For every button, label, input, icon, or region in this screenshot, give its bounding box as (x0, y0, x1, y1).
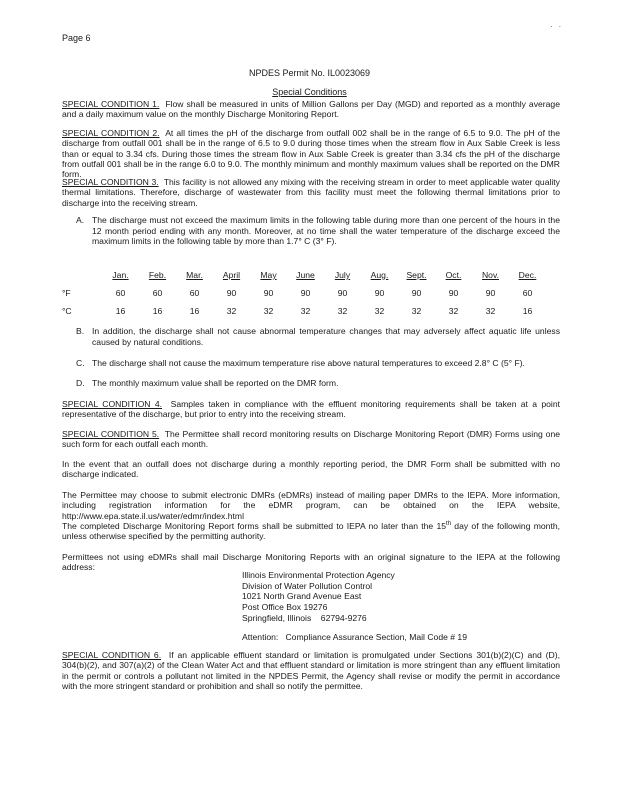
table-header-row (62, 266, 546, 284)
thermal-limits-table (62, 266, 546, 320)
condition-5-paragraph-4: Permittees not using eDMRs shall mail Discharge Monitoring Reports with an original signature to the IEPA at the following address: (62, 552, 560, 573)
row-label: °C (62, 305, 72, 316)
condition-5-label: SPECIAL CONDITION 5. (62, 429, 160, 439)
table-cell: 32 (374, 305, 385, 316)
table-cell: 60 (152, 287, 163, 298)
table-cell: 60 (115, 287, 126, 298)
special-condition-6 (62, 650, 560, 691)
condition-3-text: This facility is not allowed any mixing with the receiving stream in order to meet applicable water quality thermal limitations. Therefore, discharge of wastewater from this facility must meet the following thermal limitations prior to discharge into the receiving stream. (62, 177, 560, 208)
corner-mark: . . (550, 20, 563, 29)
item-label: B. (76, 326, 85, 336)
address-line: Springfield, Illinois 62794-9276 (242, 612, 367, 623)
item-text: The discharge must not exceed the maximum limits in the following table during more than one percent of the hours in the 12 month period ending with any month. Moreover, at no time shall the water temperature of the discharge exceed the maximum limits in the following table by more than 1.7° C (3° F). (92, 215, 560, 246)
table-cell: 16 (152, 305, 163, 316)
table-cell: 90 (411, 287, 422, 298)
special-condition-5 (62, 429, 560, 450)
condition-6-label: SPECIAL CONDITION 6. (62, 650, 162, 660)
month-header: Nov. (481, 269, 500, 280)
table-corner (62, 266, 102, 284)
table-cell: 32 (300, 305, 311, 316)
condition-5-paragraph-2: The Permittee may choose to submit electronic DMRs (eDMRs) instead of mailing paper DMRs to the IEPA. More information, including registration information for the eDMR program, can be obtained on the IEPA website, http://www.epa.state.il.us/water/edmr/index.html (62, 490, 560, 521)
condition-4-label: SPECIAL CONDITION 4. (62, 399, 162, 409)
month-header: Dec. (518, 269, 537, 280)
condition-2-label: SPECIAL CONDITION 2. (62, 128, 160, 138)
address-line: Illinois Environmental Protection Agency (242, 570, 395, 580)
condition-5-paragraph-3 (62, 521, 560, 542)
item-text: In addition, the discharge shall not cause abnormal temperature changes that may adversely affect aquatic life unless caused by natural conditions. (92, 326, 560, 347)
month-header: Mar. (186, 269, 203, 280)
address-line: 1021 North Grand Avenue East (242, 591, 362, 602)
mailing-address (242, 570, 395, 624)
page-number: Page 6 (62, 33, 91, 43)
item-label: D. (76, 378, 85, 388)
condition-5-paragraph-1: In the event that an outfall does not discharge during a monthly reporting period, the DMR Form shall be submitted with no discharge indicated. (62, 459, 560, 480)
condition-3-item-d (76, 378, 560, 389)
condition-3-label: SPECIAL CONDITION 3. (62, 177, 159, 187)
paragraph-3-start: The completed Discharge Monitoring Report forms shall be submitted to IEPA no later than the 15 (62, 521, 447, 531)
table-cell: 32 (263, 305, 274, 316)
paragraph-3-end: day of the following month, unless otherwise specified by the permitting authority. (62, 521, 561, 542)
table-cell: 90 (374, 287, 385, 298)
address-line: Post Office Box 19276 (242, 602, 328, 613)
special-condition-3 (62, 177, 560, 208)
attention-line: Attention: Compliance Assurance Section, Mail Code # 19 (242, 632, 467, 642)
table-cell: 32 (226, 305, 237, 316)
condition-6-text: If an applicable effluent standard or limitation is promulgated under Sections 301(b)(2)(C) and (D), 304(b)(2), and 307(a)(2) of the Clean Water Act and that effluent standard or limitation is more stringent than any effluent limitation in the permit or controls a pollutant not limited in the NPDES Permit, the Agency shall revise or modify the permit in accordance with the more stringent standard or prohibition and shall so notify the permittee. (62, 650, 560, 691)
table-cell: 32 (337, 305, 348, 316)
table-cell: 32 (485, 305, 496, 316)
table-cell: 16 (115, 305, 126, 316)
ordinal-suffix: th (446, 521, 452, 528)
table-cell: 60 (522, 287, 533, 298)
condition-3-item-c (76, 358, 560, 369)
month-header: Feb. (148, 269, 167, 280)
condition-1-label: SPECIAL CONDITION 1. (62, 99, 160, 109)
month-header: Jan. (112, 269, 129, 280)
condition-2-text: At all times the pH of the discharge from outfall 002 shall be in the range of 6.5 to 9.0. The pH of the discharge from outfall 001 shall be in the range of 6.5 to 9.0 during those times when the stream flow in Aux Sable Creek is less than or equal to 3.34 cfs. During those times the stream flow in Aux Sable Creek is greater than 3.34 cfs the pH of the discharge from outfall 001 shall be in the range 6.0 to 9.0. The monthly minimum and monthly maximum values shall be reported on the DMR form. (62, 128, 560, 180)
table-cell: 32 (448, 305, 459, 316)
table-row (62, 302, 546, 320)
address-line: Division of Water Pollution Control (242, 580, 373, 591)
table-cell: 90 (300, 287, 311, 298)
table-cell: 90 (448, 287, 459, 298)
table-cell: 90 (485, 287, 496, 298)
row-label: °F (62, 287, 71, 298)
special-condition-2 (62, 128, 560, 180)
month-header: Oct. (445, 269, 462, 280)
item-text: The monthly maximum value shall be reported on the DMR form. (92, 378, 339, 389)
table-cell: 90 (263, 287, 274, 298)
month-header: June (296, 269, 315, 280)
condition-5-text: The Permittee shall record monitoring results on Discharge Monitoring Report (DMR) Forms using one such form for each outfall each month. (62, 429, 560, 450)
permit-number: NPDES Permit No. IL0023069 (248, 68, 371, 78)
table-cell: 16 (522, 305, 533, 316)
condition-1-text: Flow shall be measured in units of Million Gallons per Day (MGD) and reported as a monthly average and a daily maximum value on the monthly Discharge Monitoring Report. (62, 99, 560, 120)
table-cell: 90 (226, 287, 237, 298)
month-header: April (222, 269, 241, 280)
special-condition-1 (62, 99, 560, 120)
table-cell: 16 (189, 305, 200, 316)
month-header: May (260, 269, 277, 280)
condition-4-text: Samples taken in compliance with the effluent monitoring requirements shall be taken at a point representative of the discharge, but prior to entry into the receiving stream. (62, 399, 560, 420)
special-condition-4 (62, 399, 560, 420)
table-cell: 60 (189, 287, 200, 298)
item-label: C. (76, 358, 85, 368)
table-row (62, 284, 546, 302)
month-header: Aug. (370, 269, 389, 280)
table-cell: 90 (337, 287, 348, 298)
item-text: The discharge shall not cause the maximum temperature rise above natural temperatures to exceed 2.8° C (5° F). (92, 358, 525, 369)
condition-3-item-a (76, 215, 560, 246)
table-cell: 32 (411, 305, 422, 316)
month-header: Sept. (406, 269, 427, 280)
item-label: A. (76, 215, 85, 225)
condition-3-item-b (76, 326, 560, 347)
section-title: Special Conditions (272, 87, 347, 97)
month-header: July (334, 269, 351, 280)
